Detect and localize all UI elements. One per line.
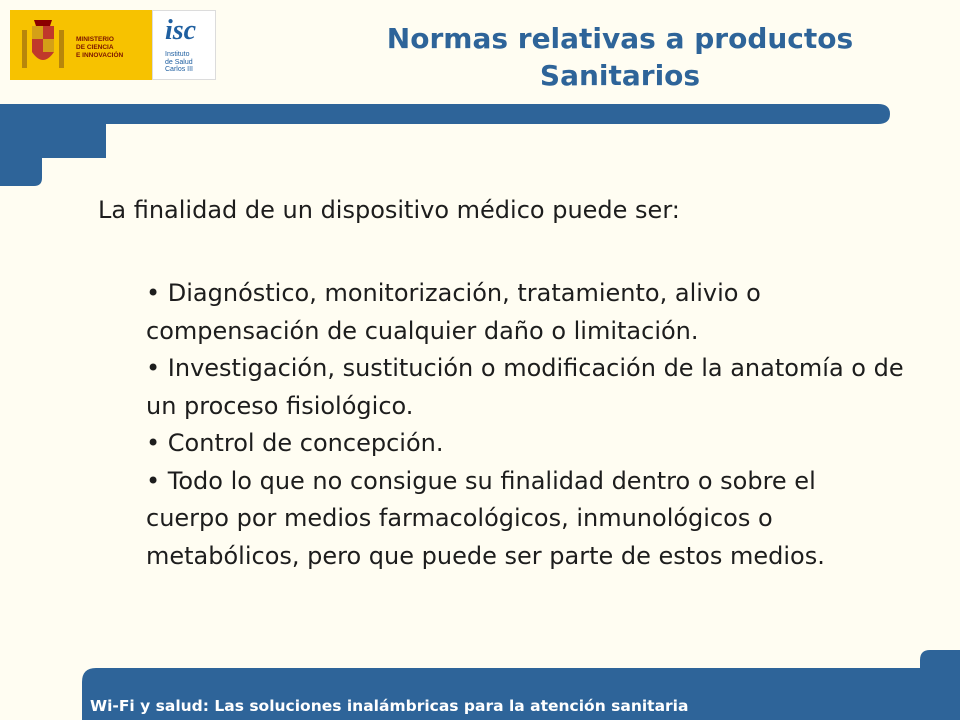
ministerio-text: MINISTERIO DE CIENCIA E INNOVACIÓN [76,36,124,59]
instituto-logo [152,10,216,80]
list-item: • Investigación, sustitución o modificación de la anatomía o de un proceso fisiológico. [146,354,904,420]
ministerio-logo [10,10,152,80]
instituto-text: Instituto de Salud Carlos III [165,51,194,73]
lead-text: La finalidad de un dispositivo médico puede ser: [98,196,680,224]
list-item: • Control de concepción. [146,429,444,457]
list-item: • Todo lo que no consigue su finalidad dentro o sobre el cuerpo por medios farmacológicos, inmunológicos o metabólicos, pero que puede ser parte de estos medios. [146,466,825,570]
list-item: • Diagnóstico, monitorización, tratamiento, alivio o compensación de cualquier daño o limitación. [146,279,761,345]
footer-text: Wi-Fi y salud: Las soluciones inalámbricas para la atención sanitaria [90,697,689,715]
bullet-list [146,275,906,575]
coat-of-arms-icon [18,18,68,74]
page-title: Normas relativas a productos Sanitarios [386,22,854,92]
isc-mark: isc [165,15,197,46]
header-bar-decoration [0,100,960,190]
